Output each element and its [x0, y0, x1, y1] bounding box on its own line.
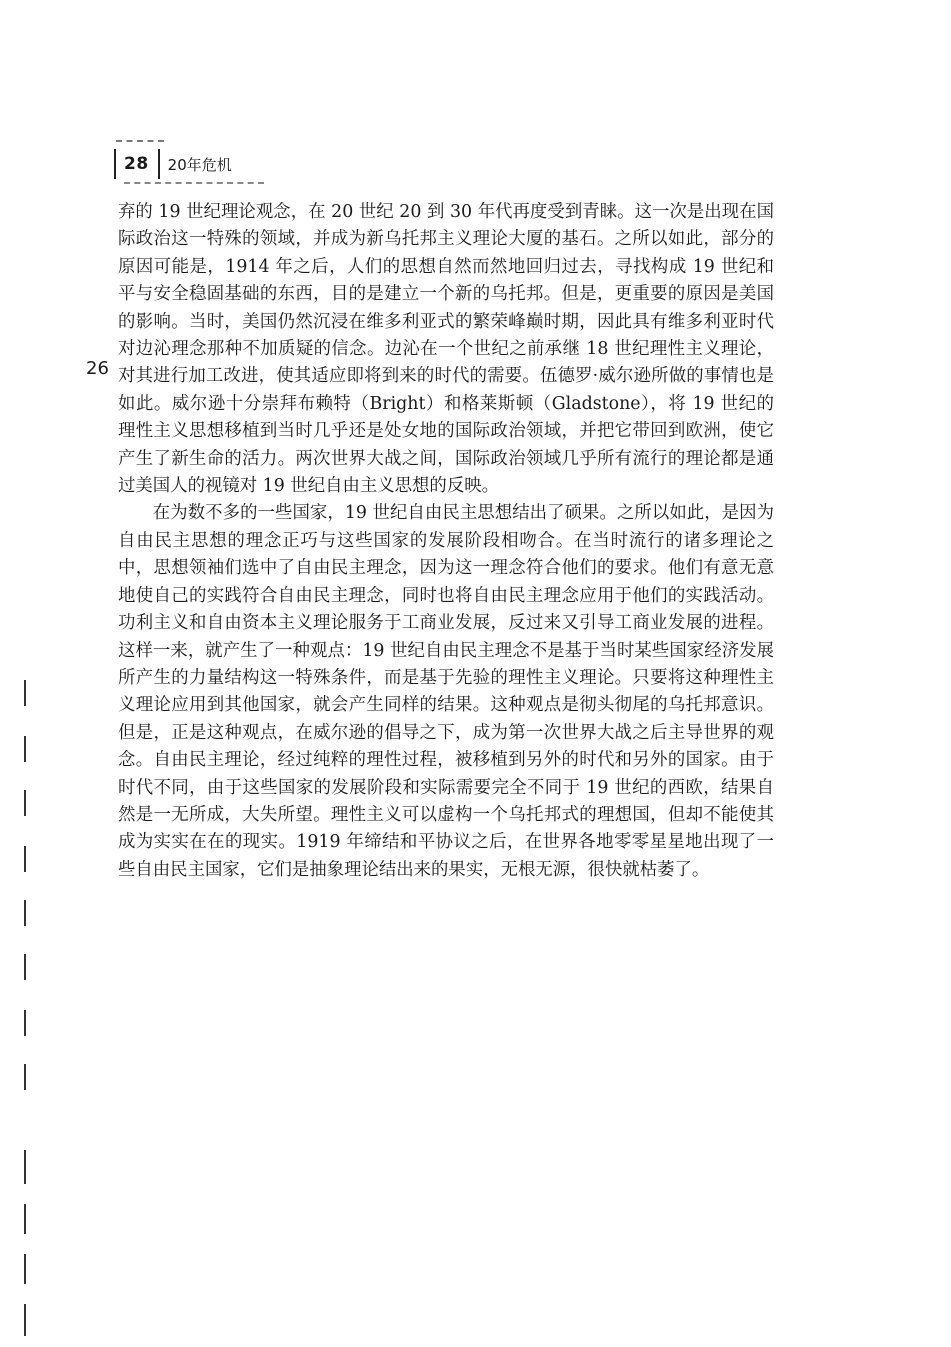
header-dash-top — [116, 140, 164, 142]
page-number: 28 — [124, 154, 149, 174]
gutter-scan-mark — [24, 954, 26, 980]
book-title: 20年危机 — [167, 155, 232, 174]
gutter-scan-mark — [24, 846, 26, 872]
gutter-scan-mark — [24, 1150, 26, 1184]
gutter-scan-mark — [24, 1254, 26, 1284]
running-header — [114, 146, 232, 182]
gutter-scan-mark — [24, 736, 26, 762]
gutter-scan-mark — [24, 680, 26, 706]
header-rule-divider — [158, 149, 160, 179]
header-dash-bottom — [124, 182, 264, 184]
header-rule-left — [114, 149, 116, 179]
body-text — [118, 199, 774, 884]
paragraph-1: 弃的 19 世纪理论观念，在 20 世纪 20 到 30 年代再度受到青睐。这一次是出现在国际政治这一特殊的领域，并成为新乌托邦主义理论大厦的基石。之所以如此，部分的原因可能是，1914 年之后，人们的思想自然而然地回归过去，寻找构成 19 世纪和平与安全稳固基础的东西，目的是建立一个新的乌托邦。但是，更重要的原因是美国的影响。当时，美国仍然沉浸在维多利亚式的繁荣峰巅时期，因此具有维多利亚时代对边沁理念那种不加质疑的信念。边沁在一个世纪之前承继 18 世纪理性主义理论，对其进行加工改进，使其适应即将到来的时代的需要。伍德罗·威尔逊所做的事情也是如此。威尔逊十分崇拜布赖特（Bright）和格莱斯顿（Gladstone），将 19 世纪的理性主义思想移植到当时几乎还是处女地的国际政治领域，并把它带回到欧洲，使它产生了新生命的活力。两次世界大战之间，国际政治领域几乎所有流行的理论都是通过美国人的视镜对 19 世纪自由主义思想的反映。 — [118, 202, 774, 497]
gutter-scan-mark — [24, 1010, 26, 1036]
gutter-scan-mark — [24, 790, 26, 816]
original-page-number: 26 — [86, 358, 109, 379]
gutter-scan-mark — [24, 900, 26, 926]
gutter-scan-mark — [24, 1204, 26, 1234]
paragraph-2: 在为数不多的一些国家，19 世纪自由民主思想结出了硕果。之所以如此，是因为自由民主思想的理念正巧与这些国家的发展阶段相吻合。在当时流行的诸多理论之中，思想领袖们选中了自由民主理念，因为这一理念符合他们的要求。他们有意无意地使自己的实践符合自由民主理念，同时也将自由民主理念应用于他们的实践活动。功利主义和自由资本主义理论服务于工商业发展，反过来又引导工商业发展的进程。这样一来，就产生了一种观点：19 世纪自由民主理念不是基于当时某些国家经济发展所产生的力量结构这一特殊条件，而是基于先验的理性主义理论。只要将这种理性主义理论应用到其他国家，就会产生同样的结果。这种观点是彻头彻尾的乌托邦意识。但是，正是这种观点，在威尔逊的倡导之下，成为第一次世界大战之后主导世界的观念。自由民主理论，经过纯粹的理性过程，被移植到另外的时代和另外的国家。由于时代不同，由于这些国家的发展阶段和实际需要完全不同于 19 世纪的西欧，结果自然是一无所成，大失所望。理性主义可以虚构一个乌托邦式的理想国，但却不能使其成为实实在在的现实。1919 年缔结和平协议之后，在世界各地零零星星地出现了一些自由民主国家，它们是抽象理论结出来的果实，无根无源，很快就枯萎了。 — [118, 503, 774, 880]
gutter-scan-mark — [24, 1064, 26, 1090]
gutter-scan-mark — [24, 1304, 26, 1336]
